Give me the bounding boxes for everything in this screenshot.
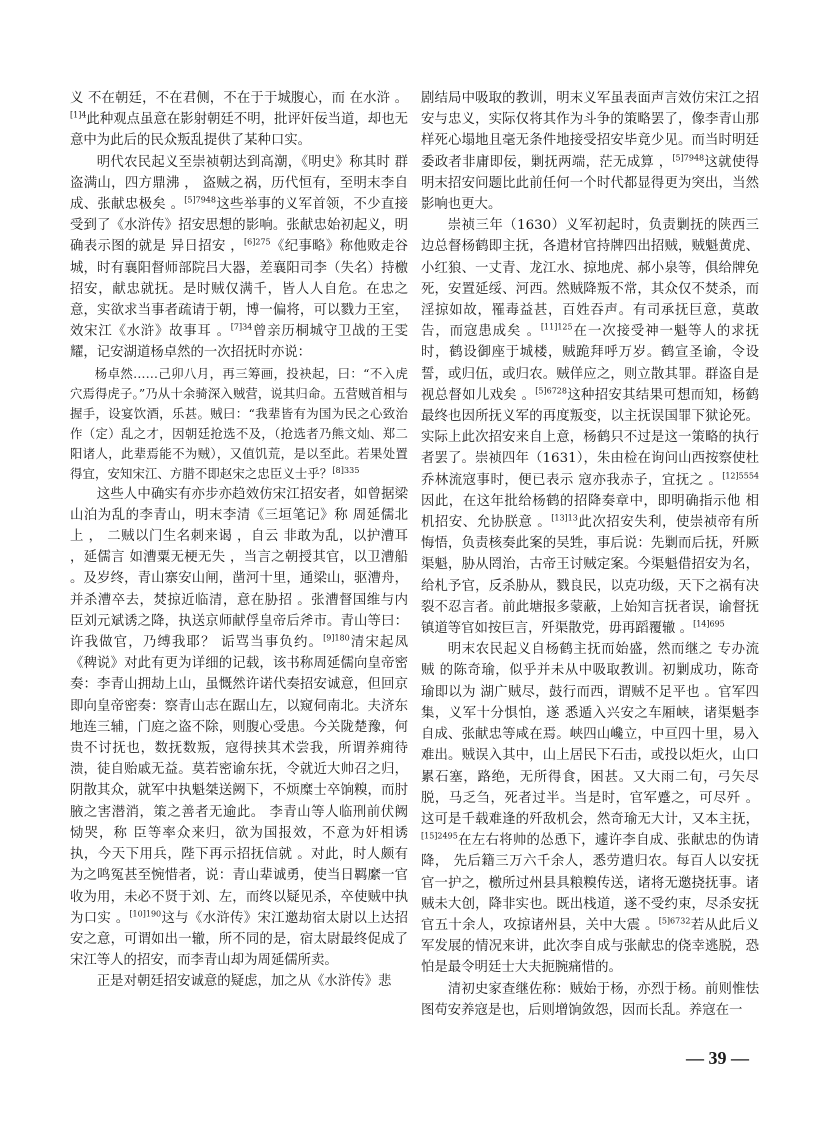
page-number: — 39 —	[686, 1048, 749, 1068]
left-column	[70, 88, 408, 1048]
paragraph-text: 这些举事的义军首领，不少直接受到了《水浒传》招安思想的影响。张献忠始初起义，明确表示图的就是 异日招安 ，	[70, 197, 408, 255]
citation-marker: [11]125	[540, 322, 573, 332]
paragraph-text: 这就使得明末招安问题比此前任何一个时代都显得更为突出，当然影响也更大。	[421, 154, 759, 213]
citation-marker: [1]4	[70, 110, 87, 120]
paragraph-text: 因此，在这年批给杨鹤的招降奏章中，即明确指示他 相机招安、允协朕意 。	[421, 493, 759, 531]
paragraph	[421, 979, 759, 1021]
paragraph-text: 此次招安失利，使崇祯帝有所悔悟，负责核奏此案的吴甡，事后说：先剿而后抚，歼厥渠魁，胁从罔治，古帝王讨贼定案。今渠魁借招安为名，给札予官，反杀胁从，戮良民，以克功级，天下之祸有决裂不忍言者。前此塘报多蒙蔽，上始知言抚者误，谕督抚镇道等官如按巨言，歼渠散党，毋再蹈覆辙 。	[421, 515, 759, 637]
paragraph	[421, 88, 759, 215]
citation-marker: [8]335	[332, 465, 360, 475]
citation-marker: [9]180	[323, 633, 350, 643]
paragraph	[70, 971, 408, 992]
paragraph-text: 在一次接受神一魁等人的求抚时，鹤设御座于城楼，贼跪拜呼万岁。鹤宣圣谕，令设誓，或归伍，或归农。贼佯应之，则立散其罪。群盗自是视总督如儿戏矣 。	[421, 324, 759, 403]
paragraph-text: 剧结局中吸取的教训，明末义军虽表面声言效仿宋江之招安与忠义，实际仅将其作为斗争的策略罢了，像李青山那样死心塌地且毫无条件地接受招安毕竟少见。而当时明廷 委政者非庸即佞，剿抚两端，茫无成算 ，	[421, 91, 759, 170]
paragraph-text: 崇祯三年（1630）义军初起时，负责剿抚的陕西三边总督杨鹤即主抚，各遣材官持牌四出招贼，贼魁黄虎、小红狼、一丈青、龙江水、掠地虎、郝小泉等，俱给牌免死，安置延绥、河西。然贼降叛不常，其众仅不焚杀，而淫掠如故，罹毒益甚，百姓吞声。有司承抚巨意，莫敢告，而寇患成矣 。	[421, 218, 759, 340]
paragraph-text: 曾亲历桐城守卫战的王雯耀，记安湖道杨卓然的一次招抚时亦说：	[70, 324, 408, 361]
paragraph-text: 《纪事略》称他败走谷城，时有襄阳督师部院吕大器，差襄阳司李（失名）持檄招安，献忠就抚。是时贼仅满千，皆人人自危。在忠之意，实欲求当事者疏请于朝，博一偏将，可以戮力王室，效宋江《水浒》故事耳 。	[70, 239, 408, 340]
paragraph-text: 清宋起凤《稗说》对此有更为详细的记载，该书称周延儒向皇帝密奏：李青山拥劫上山，虽慨然许诺代奏招安诚意，但回京即向皇帝密奏：察青山志在踞山左，以窥伺南北。夫济东地连三辅，门庭之盗不除，则腹心受患。今关陇楚豫，何贵不讨抚也，数抚数叛，寇得挟其术尝我，所谓养痈待溃，徒自贻戚无益。莫若密谕东抚，令就近大帅召之归，阴散其众，就军中执魁桀送阙下，不烦糜士卒饷糗，而肘腋之害潜消，策之善者无逾此。 李青山等人临刑前伏阙恸哭，称 臣等率众来归，欲为国报效，不意为奸相诱执，今天下用兵，陛下再示招抚信就 。对此，时人颇有为之鸣冤甚至惋惜者，说：青山辈诚勇，使当日羁縻一官收为用，未必不贤于刘、左，而终以疑见杀，卒使贼中执为口实 。	[70, 635, 408, 926]
citation-marker: [5]6728	[535, 386, 567, 396]
paragraph	[70, 152, 408, 364]
citation-marker: [14]695	[693, 619, 725, 629]
paragraph	[70, 364, 408, 484]
paragraph	[421, 639, 759, 978]
citation-marker: [15]2495	[421, 831, 458, 841]
citation-marker: [5]7948	[184, 195, 216, 205]
paragraph-text: 正是对朝廷招安诚意的疑虑，加之从《水浒传》悲	[96, 974, 392, 990]
citation-marker: [6]275	[244, 237, 271, 247]
citation-marker: [5]7948	[672, 153, 705, 163]
citation-marker: [12]5554	[722, 471, 759, 481]
paragraph	[421, 215, 759, 639]
citation-marker: [5]6732	[658, 916, 691, 926]
citation-marker: [13]13	[551, 513, 578, 523]
paragraph-text: 若从此后义军发展的情况来讲，此次李自成与张献忠的侥幸逃脱，恐怕是最令明廷士大夫扼腕痛惜的。	[421, 917, 759, 976]
paragraph	[70, 88, 408, 152]
citation-marker: [10]190	[129, 909, 162, 919]
paragraph	[70, 484, 408, 972]
paragraph-text: 清初史家查继佐称：贼始于杨，亦烈于杨。前则惟怯图苟安养寇是也，后则增饷敛怨，因而长乱。养寇在一	[421, 981, 759, 1018]
paragraph-text: 这种招安其结果可想而知，杨鹤最终也因所抚义军的再度叛变，以主抚误国罪下狱论死。实际上此次招安来自上意，杨鹤只不过是这一策略的执行者罢了。崇祯四年（1631），朱由检在询问山西按察使杜乔林流寇事时，便已表示 寇亦我赤子，宜抚之 。	[421, 387, 759, 488]
right-column	[421, 88, 759, 1048]
paragraph-text: 杨卓然……己卯八月，再三筹画，投袂起，曰：“不入虎穴焉得虎子。”乃从十余骑深入贼营，说其归命。五营贼首相与握手，设宴饮酒，乐甚。贼曰：“我辈皆有为国为民之心致治作（定）乱之才，因朝廷抢选不及，（抢选者乃熊文灿、郑二阳诸人，此辈焉能不为贼），又值饥荒，是以至此。若果处置得宜，安知宋江、方腊不即赵宋之忠臣义士乎？	[70, 365, 408, 481]
paragraph-text: 此种观点虽意在影射朝廷不明，批评奸佞当道，却也无意中为此后的民众叛乱提供了某种口实。	[70, 112, 408, 149]
paragraph-text: 明代农民起义至崇祯朝达到高潮，《明史》称其时 群盗满山，四方鼎沸 ， 盗贼之祸，历代恒有，至明末李自成、张献忠极矣 。	[70, 154, 408, 213]
citation-marker: [7]34	[230, 322, 253, 332]
paragraph-text: 这些人中确实有亦步亦趋效仿宋江招安者，如曾据梁山泊为乱的李青山，明末李清《三垣笔记》称 周延儒北上 ， 二贼以门生名刺来谒 ，自云 非敢为乱，以护漕耳 ，延儒言 如漕粟无梗无失 ，当言之朝授其官，以卫漕船 。及岁终，青山寨安山闸，凿河十里，通梁山，驱漕舟，并杀漕卒去，焚掠近临清，意在胁招 。张漕督国维与内臣刘元斌诱之降，执送京师献俘皇帝后斧市。青山等曰：许我做官，乃缚我耶？ 诟骂当事负约。	[70, 486, 408, 651]
paragraph-text: 明末农民起义自杨鹤主抚而始盛，然而继之 专办流贼 的陈奇瑜，似乎并未从中吸取教训。初剿成功，陈奇瑜即以为 湖广贼尽，鼓行而西，谓贼不足平也 。官军四集，义军十分惧怕，遂 悉遁入兴安之车厢峡，诸渠魁李自成、张献忠等咸在焉。峡四山巉立，中亘四十里，易入难出。贼误入其中，山上居民下石击，或投以炬火，山口累石塞，路绝，无所得食，困甚。又大雨二旬，弓矢尽脱，马乏刍，死者过半。当是时，官军蹙之，可尽歼 。这可是千载难逢的歼敌机会，然奇瑜无大计，又本主抚，	[421, 642, 759, 827]
paragraph-text: 义 不在朝廷，不在君侧，不在于于城腹心，而 在水浒 。	[70, 91, 408, 106]
paragraph-text: 在左右将帅的怂恿下，遽许李自成、张献忠的伪请降， 先后籍三万六千余人，悉劳遣归农。每百人以安抚官一护之，檄所过州县具粮糗传送，诸将无邀挠抚事。诸贼未大创，降非实也。既出栈道，遂不受约束，尽杀安抚官五十余人，攻掠诸州县，关中大震 。	[421, 833, 759, 933]
paragraph-text: 这与《水浒传》宋江邀劫宿太尉以上达招安之意，可谓如出一辙，所不同的是，宿太尉最终促成了宋江等人的招安，而李青山却为周延儒所卖。	[70, 910, 408, 969]
